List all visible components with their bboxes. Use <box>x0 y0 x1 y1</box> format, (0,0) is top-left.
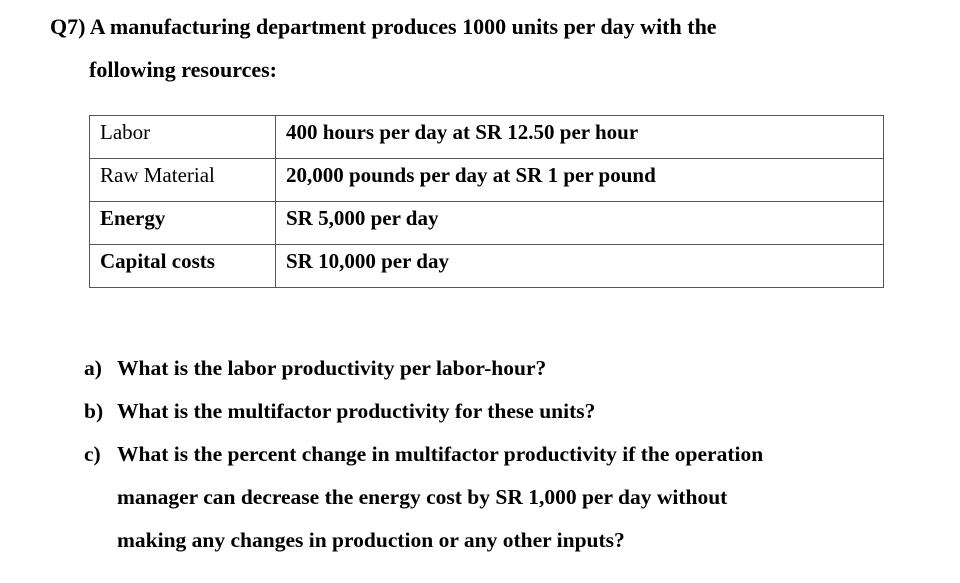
resource-name: Raw Material <box>90 159 276 202</box>
resource-name: Capital costs <box>90 245 276 288</box>
resource-detail: 400 hours per day at SR 12.50 per hour <box>276 116 884 159</box>
resource-detail: 20,000 pounds per day at SR 1 per pound <box>276 159 884 202</box>
resource-detail: SR 5,000 per day <box>276 202 884 245</box>
sub-question-c-line2: manager can decrease the energy cost by SR 1,000 per day without <box>117 485 728 509</box>
resource-name: Labor <box>90 116 276 159</box>
table-row <box>90 245 884 288</box>
sub-question-text: What is the multifactor productivity for these units? <box>117 399 596 423</box>
question-title-continuation: following resources: <box>89 57 277 82</box>
table-row <box>90 202 884 245</box>
sub-question-label: a) <box>84 356 102 380</box>
sub-question-c-line3: making any changes in production or any other inputs? <box>117 528 625 552</box>
sub-question-label: c) <box>84 442 101 466</box>
sub-question-text: What is the percent change in multifactor productivity if the operation <box>117 442 764 466</box>
resources-table <box>89 115 884 288</box>
table-row <box>90 159 884 202</box>
resource-name: Energy <box>90 202 276 245</box>
table-row <box>90 116 884 159</box>
sub-question-text: What is the labor productivity per labor-hour? <box>117 356 547 380</box>
sub-question-label: b) <box>84 399 104 423</box>
question-title: Q7) A manufacturing department produces 1000 units per day with the <box>50 14 717 39</box>
resource-detail: SR 10,000 per day <box>276 245 884 288</box>
